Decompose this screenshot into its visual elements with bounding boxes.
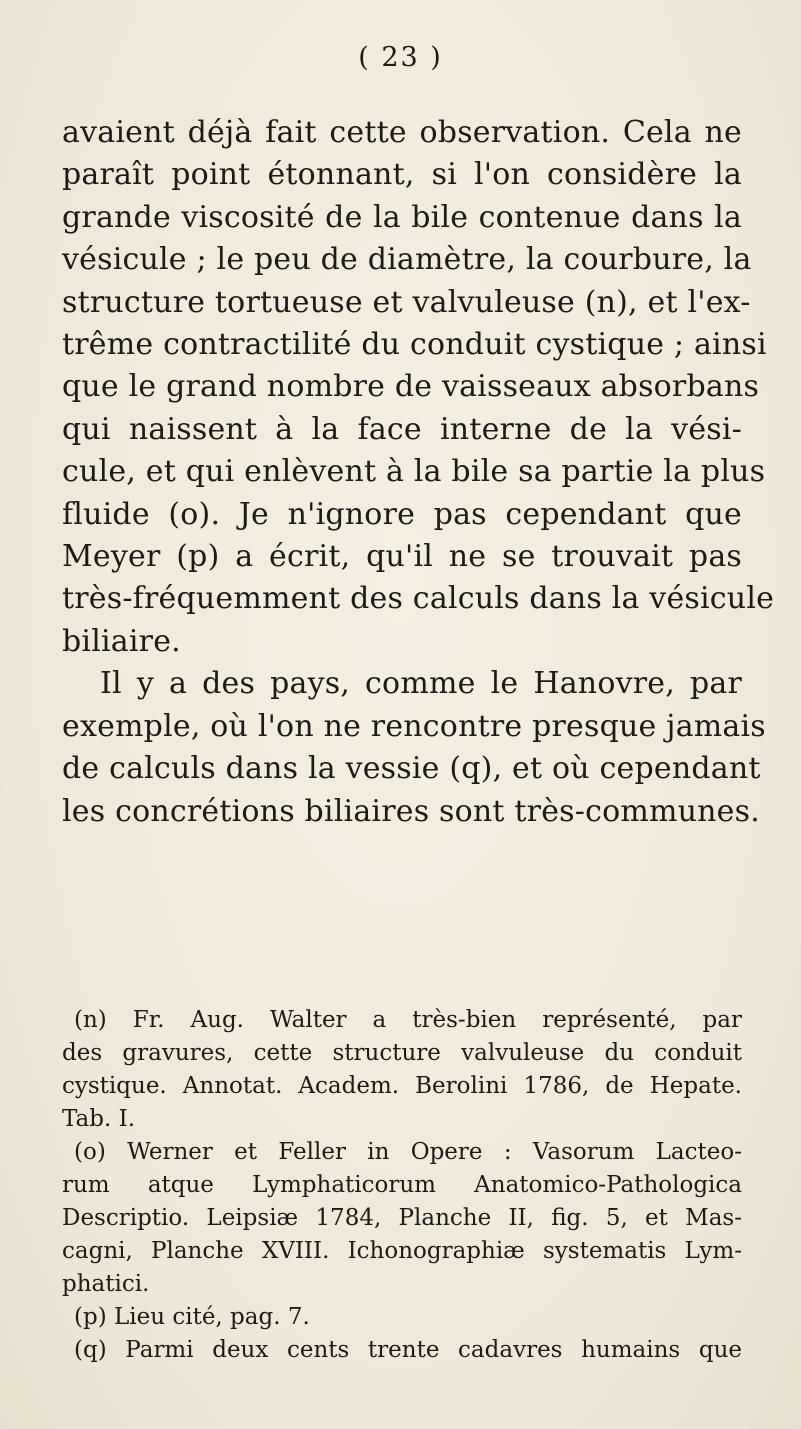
footnote-line: (p) Lieu cité, pag. 7. [74, 1304, 310, 1330]
text-line: de calculs dans la vessie (q), et où cependant [62, 751, 761, 787]
text-line: trême contractilité du conduit cystique ; ainsi [62, 327, 767, 363]
text-line: que le grand nombre de vaisseaux absorbans [62, 369, 760, 405]
main-text [62, 112, 775, 833]
footnote-line: (q) Parmi deux cents trente cadavres humains que [74, 1337, 742, 1363]
text-line: vésicule ; le peu de diamètre, la courbure, la [62, 242, 752, 278]
text-line: avaient déjà fait cette observation. Cela ne [62, 115, 742, 150]
text-line: grande viscosité de la bile contenue dans la [62, 199, 742, 235]
footnote-line: Descriptio. Leipsiæ 1784, Planche II, fig. 5, et Mas- [62, 1205, 742, 1231]
text-line: très-fréquemment des calculs dans la vésicule [62, 581, 775, 617]
footnote-line: des gravures, cette structure valvuleuse du conduit [62, 1040, 742, 1066]
text-line: qui naissent à la face interne de la vési- [62, 411, 742, 447]
footnote-line: (n) Fr. Aug. Walter a très-bien représenté, par [74, 1007, 742, 1033]
text-line: cule, et qui enlèvent à la bile sa partie la plus [62, 454, 766, 490]
text-line: structure tortueuse et valvuleuse (n), et l'ex- [62, 284, 751, 320]
text-line: biliaire. [62, 623, 181, 659]
footnote-line: rum atque Lymphaticorum Anatomico-Pathologica [62, 1172, 742, 1198]
page-number: ( 23 ) [358, 42, 443, 73]
text-line: Il y a des pays, comme le Hanovre, par [100, 666, 742, 702]
text-line: les concrétions biliaires sont très-communes. [62, 793, 760, 829]
footnote-line: Tab. I. [62, 1106, 136, 1132]
footnotes [62, 1004, 742, 1367]
footnote-line: cystique. Annotat. Academ. Berolini 1786, de Hepate. [62, 1073, 742, 1099]
footnote-line: phatici. [62, 1271, 150, 1297]
text-line: fluide (o). Je n'ignore pas cependant que [62, 496, 742, 532]
text-line: paraît point étonnant, si l'on considère la [62, 157, 742, 193]
text-line: Meyer (p) a écrit, qu'il ne se trouvait pas [62, 539, 742, 575]
text-line: exemple, où l'on ne rencontre presque jamais [62, 708, 766, 744]
footnote-line: (o) Werner et Feller in Opere : Vasorum Lacteo- [74, 1139, 742, 1165]
footnote-line: cagni, Planche XVIII. Ichonographiæ systematis Lym- [62, 1238, 742, 1264]
